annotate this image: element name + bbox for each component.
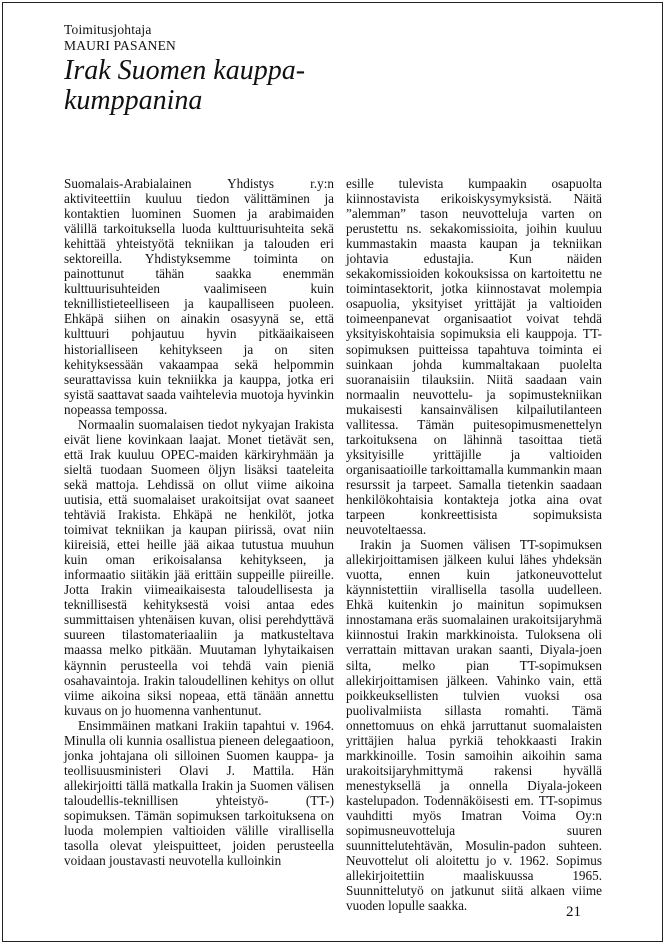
page-number: 21 <box>566 904 581 920</box>
author-header <box>64 22 176 54</box>
right-text-column <box>346 176 602 913</box>
paragraph: Normaalin suomalaisen tiedot nykyajan Irakista eivät liene kovinkaan laajat. Monet tietävät sen, että Irak kuuluu OPEC-maiden kärkiryhmään ja sieltä tuodaan Suomeen öljyn lisäksi taateleita sekä mattoja. Lehdissä on ollut viime aikoina uutisia, että suomalaiset urakoitsijat ovat saaneet tehtäviä Irakista. Ehkäpä ne henkilöt, jotka toimivat tekniikan ja kaupan piirissä, ovat niin kiireisiä, ettei heille jää aikaa tutustua muuhun kuin oman erikoisalansa kehitykseen, ja informaatio siitäkin jää erittäin suppeille piireille. Jotta Irakin viimeaikaisesta taloudellisesta ja teknillisestä kehityksestä voisi antaa edes summittaisen yhtenäisen kuvan, olisi perehdyttävä suureen tilastomateriaaliin ja matkusteltava maassa melko pitkään. Muutaman lyhytaikaisen käynnin perusteella voi tehdä vain pieniä osahavaintoja. Irakin taloudellinen kehitys on ollut viime aikoina siksi nopeaa, että tänään annettu kuvaus on jo huomenna vanhentunut. <box>64 416 334 718</box>
article-title <box>64 56 384 116</box>
paragraph: esille tulevista kumpaakin osapuolta kiinnostavista erikoiskysymyksistä. Näitä ”alemman” tason neuvotteluja varten on perustettu ns. sekakomissioita, joihin kuuluu kummastakin maasta kaupan ja tekniikan johtavia edustajia. Kun näiden sekakomissioiden kokouksissa on kartoitettu ne toimintasektorit, jotka kiinnostavat molempia osapuolia, yksityiset yrittäjät ja valtioiden toimeenpanevat organisaatiot voivat tehdä yksityiskohtaisia sopimuksia eli kauppoja. TT-sopimuksen puitteissa tapahtuva toiminta ei suinkaan johda kummaltakaan puolelta suoranaisiin tilauksiin. Niitä saadaan vain normaalin neuvottelu- ja sopimustekniikan mukaisesti kansainvälisen kilpailutilanteen vallitessa. Tämän puitesopimusmenettelyn tarkoituksena on lähinnä tasoittaa tietä yksityisille yrittäjille ja valtioiden organisaatioille tarkoittamalla kummankin maan resurssit ja tarpeet. Samalla tietenkin saadaan henkilökohtaisia kontakteja jotka aina ovat tarpeen konkreettisista sopimuksista neuvoteltaessa. <box>346 176 602 538</box>
author-role: Toimitusjohtaja <box>64 22 152 37</box>
article-title-line-2: kumppanina <box>64 85 203 116</box>
article-title-line-1: Irak Suomen kauppa- <box>64 55 306 86</box>
left-text-column <box>64 176 334 868</box>
paragraph: Suomalais-Arabialainen Yhdistys r.y:n aktiviteettiin kuuluu tiedon välittäminen ja kontaktien luominen Suomen ja arabimaiden välillä tarkoituksella luoda kulttuurisuhteita sekä kehittää yhteistyötä tekniikan ja talouden eri sektoreilla. Yhdistyksemme toiminta on painottunut tähän saakka enemmän kulttuurisuhteiden vaalimiseen kuin teknillistieteelliseen ja kaupalliseen puoleen. Ehkäpä siihen on ainakin osasyynä se, että kulttuuri pohjautuu hyvin pitkäaikaiseen historialliseen kehitykseen ja on siten kehityksessään vakaampaa sekä helpommin seurattavissa kuin tekniikka ja kauppa, jotka eri syistä saattavat saada vaihtelevia muotoja hyvinkin nopeassa tempossa. <box>64 176 334 417</box>
author-name: MAURI PASANEN <box>64 38 176 53</box>
paragraph: Ensimmäinen matkani Irakiin tapahtui v. 1964. Minulla oli kunnia osallistua pieneen delegaatioon, jonka johtajana oli silloinen Suomen kauppa- ja teollisuusministeri Olavi J. Mattila. Hän allekirjoitti tällä matkalla Irakin ja Suomen välisen taloudellis-teknillisen yhteistyö- (TT-) sopimuksen. Tämän sopimuksen tarkoituksena on luoda molempien valtioiden välille virallisella tasolla olevat yleispuitteet, joiden perusteella voidaan joustavasti neuvotella kulloinkin <box>64 717 334 869</box>
paragraph: Irakin ja Suomen välisen TT-sopimuksen allekirjoittamisen jälkeen kului lähes yhdeksän vuotta, ennen kuin jatkoneuvottelut käynnistettiin virallisella tasolla uudelleen. Ehkä kuitenkin jo mainitun sopimuksen innostamana eräs suomalainen urakoitsijaryhmä kiinnostui Irakin markkinoista. Tuloksena oli verrattain mittavan urakan saanti, Diyala-joen silta, melko pian TT-sopimuksen allekirjoittamisen jälkeen. Vahinko vain, että poikkeuksellisten tulvien vuoksi osa puolivalmiista sillasta romahti. Tämä onnettomuus on ehkä jarruttanut suomalaisten yrittäjien halua pyrkiä tehokkaasti Irakin markkinoille. Tosin samoihin aikoihin sama urakoitsijaryhmittymä rakensi hyvällä menestyksellä ja onnella Diyala-jokeen kastelupadon. Todennäköisesti em. TT-sopimus vauhditti myös Imatran Voima Oy:n sopimusneuvotteluja suuren suunnittelutehtävän, Mosulin-padon suhteen. Neuvottelut oli aloitettu jo v. 1962. Sopimus allekirjoitettiin maaliskuussa 1965. Suunnittelutyö on jatkunut siitä alkaen viime vuoden lopulle saakka. <box>346 537 602 914</box>
